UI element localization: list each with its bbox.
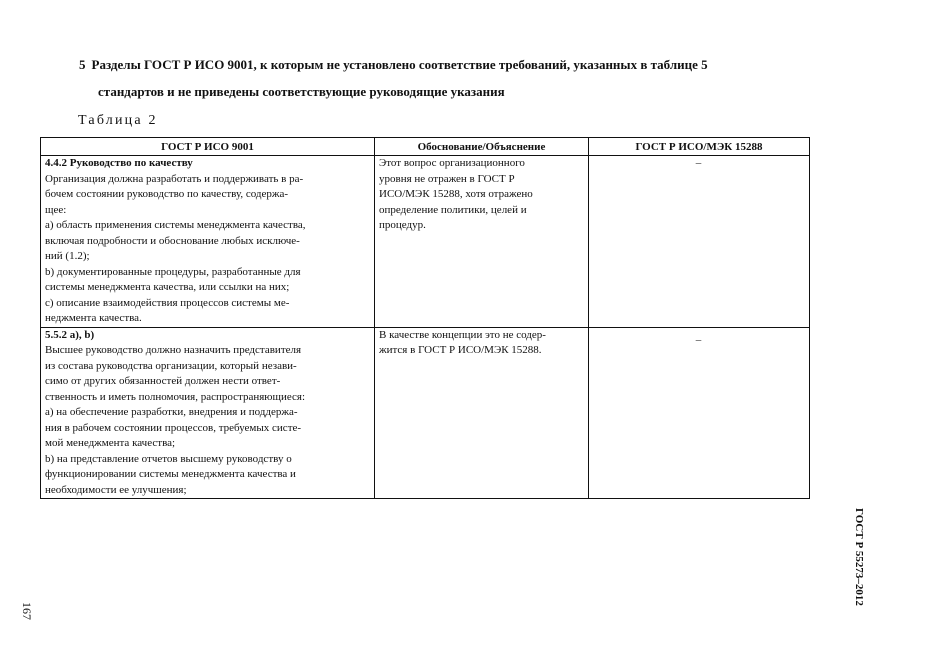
- section-title-line1: Разделы ГОСТ Р ИСО 9001, к которым не установлено соответствие требований, указанных в таблице 5: [91, 57, 708, 72]
- mapping-cell: –: [589, 156, 810, 328]
- mapping-cell: –: [589, 327, 810, 499]
- table-row: [41, 156, 810, 328]
- requirement-line: b) на представление отчетов высшему руководству о: [45, 452, 292, 465]
- requirement-line: ственность и иметь полномочия, распространяющиеся:: [45, 390, 306, 403]
- table-header-row: [41, 138, 810, 156]
- requirement-line: b) документированные процедуры, разработанные для: [45, 265, 301, 278]
- justification-line: уровня не отражен в ГОСТ Р: [379, 172, 515, 185]
- justification-cell: [375, 156, 589, 328]
- requirement-line: Высшее руководство должно назначить представителя: [45, 344, 302, 356]
- requirement-line: c) описание взаимодействия процессов системы ме-: [45, 296, 290, 309]
- header-justification: Обоснование/Объяснение: [375, 138, 589, 156]
- section-number: 5: [79, 57, 86, 72]
- justification-line: ИСО/МЭК 15288, хотя отражено: [379, 188, 533, 200]
- justification-line: определение политики, целей и: [379, 203, 527, 216]
- requirement-line: щее:: [45, 203, 67, 216]
- requirement-line: функционировании системы менеджмента качества и: [45, 468, 296, 480]
- requirement-line: необходимости ее улучшения;: [45, 483, 187, 496]
- justification-line: Этот вопрос организационного: [379, 157, 525, 169]
- requirement-line: из состава руководства организации, который незави-: [45, 359, 297, 372]
- justification-line: процедур.: [379, 219, 426, 231]
- requirement-line: ния в рабочем состоянии процессов, требуемых систе-: [45, 421, 302, 434]
- clause-reference: 4.4.2 Руководство по качеству: [45, 157, 193, 169]
- justification-line: В качестве концепции это не содер-: [379, 328, 546, 341]
- requirement-line: включая подробности и обоснование любых исключе-: [45, 234, 300, 247]
- requirement-line: ний (1.2);: [45, 250, 90, 262]
- comparison-table: [40, 137, 810, 499]
- requirement-line: a) область применения системы менеджмента качества,: [45, 219, 306, 231]
- requirement-line: бочем состоянии руководство по качеству, содержа-: [45, 188, 289, 200]
- requirement-line: Организация должна разработать и поддерживать в ра-: [45, 172, 304, 185]
- justification-line: жится в ГОСТ Р ИСО/МЭК 15288.: [379, 344, 542, 356]
- section-title-line2: стандартов и не приведены соответствующие руководящие указания: [98, 84, 505, 99]
- requirement-line: симо от других обязанностей должен нести ответ-: [45, 375, 281, 387]
- requirement-line: системы менеджмента качества, или ссылки на них;: [45, 281, 290, 293]
- standard-designation: ГОСТ Р 55273–2012: [853, 508, 865, 606]
- header-gost-iso-9001: ГОСТ Р ИСО 9001: [41, 138, 375, 156]
- clause-reference: 5.5.2 a), b): [45, 328, 95, 341]
- requirement-cell: [41, 156, 375, 328]
- page-number: 167: [20, 602, 34, 620]
- table-row: [41, 327, 810, 499]
- section-heading: [79, 51, 849, 105]
- requirement-line: мой менеджмента качества;: [45, 437, 176, 449]
- header-gost-iso-iec-15288: ГОСТ Р ИСО/МЭК 15288: [589, 138, 810, 156]
- justification-cell: [375, 327, 589, 499]
- table-label: Таблица 2: [78, 113, 158, 128]
- requirement-line: неджмента качества.: [45, 312, 142, 324]
- requirement-cell: [41, 327, 375, 499]
- requirement-line: a) на обеспечение разработки, внедрения и поддержа-: [45, 406, 298, 418]
